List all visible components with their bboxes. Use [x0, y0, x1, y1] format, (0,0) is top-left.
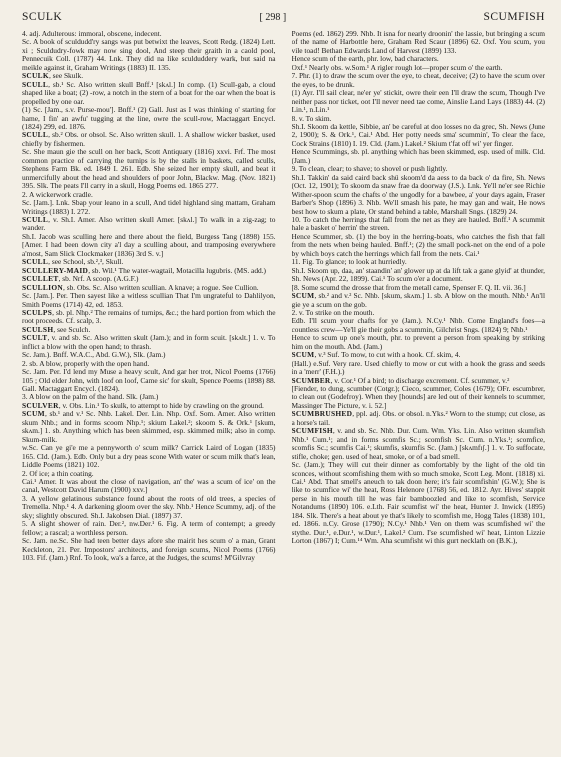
dictionary-paragraph: 8. v. To skim.	[291, 113, 332, 123]
dictionary-paragraph: Sc. Jam.). Bnff. W.A.C., Abd. G.W.), Slk. (Jam.)	[22, 350, 166, 360]
dictionary-paragraph: Sc. (Jam.); They will cut their dinner as comfortably by the light of the old tin sconces, without scomfishing them with so much smoke, Scott Leg. Mont. (1818) xi. Cai.¹ Abd. That smell's aneuch to tak doon here; it's fair scomfishin' (G.W.); She is like to scumfice wi' the heat, Ross Helenore (1768) 56, ed. 1812. Ayr. Hives' stappit perse in his mouth till he was fair bamboozled and like to scomfish, Service Notandums (1890) 106. e.Lth. Fair scumfist wi' the heat, Hunter J. Inwick (1895) 184. Slk. There's a heat about ye that's likely to scomfish me, Hogg Tales (1838) 101, ed. 1866. n.Cy. Grose (1790); N.Cy.¹ Nhb.¹ Ven on them was scumfished wi' the stythe. Dur.¹, e.Dur.¹, w.Dur.¹, Lakel.² Cum. I'se scumfished wi' heat, Linton Lizzie Lorton (1867) I; Cum.¹⁴ Wm. Aha scumfisht wi this gurt necklath on (B.K.),	[291, 460, 545, 546]
dictionary-paragraph: Sh.I. Jacob was sculling here and there about the field, Burgess Tang (1898) 155. [Amer. I had been down city a'l day a sculling about, and tramposing everywhere a'most, Sam Slick Clockmaker (1836) 3rd S. v.]	[22, 231, 276, 258]
dictionary-paragraph: 5. A slight shower of rain. Der.², nw.Der.¹ 6. Fig. A term of contempt; a greedy fellow; a rascal; a worthless person.	[22, 519, 276, 537]
dictionary-paragraph: Sh.I. Takkin' da said caird back shü skoom'd da aess to da back o' da fire, Sh. News (Oct. 12, 1901); To skoom da snaw frae da doorway (J.S.). Lnk. Ye'll ne'er see Richie Wither-spoon scum the chafts o' the ungodly for a bawbee, a' your days again, Fraser Barber's Shop (1896) 3. Nhb. We'll smash his pate, he may gan and wait, He nows best how to skum a plate, Or stand behind a table, Marshall Sngs. (1829) 24.	[291, 172, 545, 216]
dictionary-paragraph: (1) Ayr. I'll sail clear, ne'er ye' stickit, owre their een I'll draw the scum, Though I've neither pass nor ticket, oot I'll never need tae come, Ainslie Land Lays (1883) 44. (2) Lin.¹, n.Lin.¹	[291, 88, 545, 115]
page-number: [ 298 ]	[259, 12, 287, 23]
dictionary-paragraph: Sh.I. Skoom up, daa, an' staandin' an' glower up at da lift tak a gane glyid' at thunder, Sh. News (Apr. 22, 1899). Cai.¹ To scum o'er a document.	[291, 265, 545, 284]
dictionary-paragraph: SCULL, sb.¹ Sc. Also written skull Bnff.¹ [skʌl.] In comp. (1) Scull-gab, a cloud shaped like a boat; (2) -row, a notch in the stern of a boat for the oar when the boat is propelled by one oar.	[22, 79, 276, 106]
dictionary-paragraph: Sc. She maun gie the scull on her back, Scott Antiquary (1816) xxvi. Frf. The most common practice of carrying the turnips is by the stalls in baskets, called sculls, Stephens Farm Bk. ed. 1849 I. 261. Edb. She seized her empty skull, and beat it unmercifully about the head and shoulders of poor John, Blackw. Mag. (Nov. 1821) 395. Slk. The peats I'll carry in a skull, Hogg Poems ed. 1865 277.	[22, 147, 276, 191]
header-right-word: SCUMFISH	[483, 11, 545, 23]
dictionary-paragraph: 2. Of ice; a thin coating.	[22, 468, 94, 478]
dictionary-paragraph: 3. A blow on the palm of the hand. Slk. (Jam.)	[22, 392, 159, 402]
dictionary-paragraph: Sc. [Jam.]. Per. Then sayest like a witless scullian That I'm ungrateful to Dahlilyon, Smith Poems (1714) 42, ed. 1853.	[22, 291, 276, 309]
dictionary-paragraph: (1) Sc. [Jam., s.v. Purse-mou']. Bnff.¹ (2) Gall. Just as I was thinking o' starting for hame, I fin' an awfu' tugging at the line, owre the scull-row, Mactaggart Encycl. (1824) 299, ed. 1876.	[22, 105, 276, 131]
dictionary-paragraph: Hence Scummer, sb. (1) the boy in the herring-boats, who catches the fish that fall from the nets when being hauled. Bnff.¹; (2) the small pock-net on the end of a pole by which boys catch the herrings which fall from the nets. Cai.¹	[291, 231, 545, 258]
dictionary-paragraph: 7. Phr. (1) to draw the scum over the eye, to cheat, deceive; (2) to have the scum over the eyes, to be drunk.	[291, 71, 545, 89]
dictionary-paragraph: Sc. Jam. ne.Sc. She had teen better days afore she mairit hes scum o' a man, Grant Keckleton, 21. Per. Impostors' architects, and foreign scums, Nicol Poems (1766) 103. Fif. (Jam.) Rnf. To look, wa's a farce, at the Judges, the scums! M'Gilvray	[22, 536, 276, 563]
dictionary-paragraph: Sc. A book of sculdudd'ry sangs was put betwixt the leaves, Scott Redg. (1824) Lett. xi ; Sculdudry-fowk may now sing dool, And steep their graith in a caold pool, Pennecuik Coll. (1787) 44. Lnk. They did na like sculduddery wark, but said na meikle against it, Graham Writings (1883) II. 135.	[22, 37, 276, 72]
dictionary-paragraph: SCUMFISH, v. and sb. Sc. Nhb. Dur. Cum. Wm. Yks. Lin. Also written skumfish Nhb.¹ Cum.¹; and in forms scomfis Sc.; scomfish Sc. Cum. n.Yks.¹; scomfice, scomfis Sc.; scumfis Cai.¹; skumfis, skumfis Sc. (Jam.) [skʌmfɪʃ.] 1. v. To suffocate, stifle, choke; gen. used of heat, smoke, or of a bad smell.	[291, 426, 545, 461]
dictionary-paragraph: SCULPS, sb. pl. Nhp.² The remains of turnips, &c.; the hard portion from which the root proceeds. Cf. scalp, 3.	[22, 307, 276, 326]
dictionary-paragraph: 11. Fig. To glance; to look at hurriedly.	[291, 257, 407, 267]
dictionary-paragraph: SCULLET, sb. Nrf. A scoop. (A.G.F.)	[22, 274, 139, 284]
dictionary-paragraph: Hence to scum up one's mouth, phr. to prevent a person from speaking by striking him on the mouth. Abd. (Jam.)	[291, 333, 545, 351]
dictionary-paragraph: SCUMBRUSHED, ppl. adj. Obs. or obsol. n.Yks.² Worn to the stump; cut close, as a horse's tail.	[291, 409, 545, 427]
dictionary-paragraph: Hence Scummings, sb. pl. anything which has been skimmed, esp. used of milk. Cld. (Jam.)	[291, 147, 545, 165]
dictionary-paragraph: Edb. I'll scum your chafts for ye (Jam.). N.Cy.¹ Nhb. Come England's foes—a countless crew—Ye'll gie their gobs a scummin, Gilchrist Sngs. (1824) 9; Nhb.¹	[291, 316, 545, 334]
dictionary-paragraph: SCULL, sb.² Obs. or obsol. Sc. Also written skull. 1. A shallow wicker basket, used chiefly by fishermen.	[22, 130, 276, 148]
dictionary-paragraph: SCULVER, v. Obs. Lin.¹ To skulk, to attempt to hide by crawling on the ground.	[22, 400, 264, 410]
dictionary-paragraph: 2. A wickerwork cradle.	[22, 189, 93, 199]
dictionary-paragraph: 2. sb. A blow, properly with the open hand.	[22, 358, 150, 368]
dictionary-paragraph: 9. To clean, clear; to shave; to shovel or push lightly.	[291, 164, 448, 174]
dictionary-paragraph: SCUM, v.³ Suf. To mow, to cut with a hook. Cf. skim, 4.	[291, 350, 461, 360]
dictionary-paragraph: 4. adj. Adulterous: immoral, obscene, indecent.	[22, 30, 162, 38]
dictionary-paragraph: w.Sc. Can ye gi'e me a pennyworth o' scum milk? Carrick Laird of Logan (1835) 165. Cld. (Jam.). Edb. Only but a dry peas scone With water or scum milk that's lean, Liddle Poems (1821) 102.	[22, 443, 276, 470]
dictionary-paragraph: [8. Some scumd the drosse that from the metall came, Spenser F. Q. II. vii. 36.]	[291, 282, 526, 292]
dictionary-paragraph: SCUM, sb.² and v.² Sc. Nhb. [skum, skʌm.] 1. sb. A blow on the mouth. Nhb.¹ An'll gie ye a scum on the gob.	[291, 291, 545, 309]
right-column	[292, 30, 546, 753]
dictionary-paragraph: Cai.¹ Amer. It was about the close of navigation, an' the' was a scum of ice' on the canal, Westcott David Harum (1900) xxv.]	[22, 477, 276, 495]
dictionary-paragraph: SCULL, v. Sh.I. Amer. Also written skull Amer. [skʌl.] To walk in a zig-zag; to wander.	[22, 214, 276, 233]
dictionary-paragraph: Oxf.¹ Nearly obs. w.Som.¹ A rigler rough lot—proper scum o' the earth.	[291, 62, 503, 72]
dictionary-paragraph: SCULLION, sb. Obs. Sc. Also written scullian. A knave; a rogue. See Cullion.	[22, 282, 259, 292]
dictionary-paragraph: Sc. Jam. Per. I'd lend my Muse a heavy scult, And gar her trot, Nicol Poems (1766) 105 ; Old elder John, with loof on loof, Came sic' for skult, Spence Poems (1898) 88. Gall. Mactaggart Encycl. (1824).	[22, 367, 276, 394]
text-columns	[22, 30, 545, 753]
dictionary-paragraph: SCULL, see School, sb.²,³, Skull.	[22, 257, 124, 267]
header-left-word: SCULK	[22, 11, 63, 23]
dictionary-paragraph: SCULSH, see Sculch.	[22, 324, 91, 334]
dictionary-paragraph: Sh.I. Skoom da kettle, Sibbie, an' be careful at doo losses no da grec, Sh. News (June 2, 1900); S. & Ork.¹, Cai.¹ Abd. Her potty needs sma' scummin', To clear the face, Cock Strains (1810) I. 19. Cld. (Jam.) Lakel.² Skium t'fat off wi' yer finger.	[291, 121, 545, 148]
dictionary-paragraph: 3. A yellow gelatinous substance found about the roots of old trees, a species of Tremella. Nhp.¹ 4. A darkening gloom over the sky. Nhb.¹ Hence Scummy, adj. of the sky; slightly obscured. Sh.I. Jakobsen Dial. (1897) 37.	[22, 493, 276, 520]
dictionary-paragraph: SCULK, see Skulk.	[22, 71, 84, 81]
dictionary-paragraph: SCULLERY-MAID, sb. Wil.¹ The water-wagtail, Motacilla lugubris. (MS. add.)	[22, 265, 267, 275]
dictionary-paragraph: SCUMBER, v. Cor.¹ Of a bird; to discharge excrement. Cf. scummer, v.²	[291, 375, 510, 385]
left-column	[22, 30, 276, 753]
dictionary-paragraph: 2. v. To strike on the mouth.	[291, 307, 375, 317]
dictionary-paragraph: 10. To catch the herrings that fall from the net as they are hauled. Bnff.¹ A scummit hale a basket o' herrin' the streen.	[291, 214, 545, 233]
dictionary-paragraph: Sc. [Jam.]. Lnk. Sbap your leano in a scull, And tidel highland sing mattam, Graham Writings (1883) I. 272.	[22, 198, 276, 216]
running-header	[22, 11, 545, 27]
dictionary-paragraph: SCULT, v. and sb. Sc. Also written skult (Jam.); and in form scuit. [skʌlt.] 1. v. To inflict a blow with the open hand; to thrash.	[22, 333, 276, 351]
dictionary-paragraph: Hence scum of the earth, phr. low, bad characters.	[291, 54, 439, 64]
dictionary-paragraph: (Hall.) e.Suf. Very rare. Used chiefly to mow or cut with a hook the grass and seeds in a 'merr' (F.H.).)	[291, 358, 545, 377]
dictionary-paragraph: SCUM, sb.¹ and v.¹ Sc. Nhb. Lakel. Der. Lin. Nhp. Oxf. Som. Amer. Also written skum Nhb.; and in forms scoom Nhp.¹; skium Lakel.²; skoom S. & Ork.¹ [skum, skʌm.] 1. sb. Anything which has been skimmed, esp. skimmed milk; also in comp. Skum-milk.	[22, 409, 276, 444]
dictionary-paragraph: Poems (ed. 1862) 299. Nhb. It isna for nearly droonin' the lassie, but bringing a scum of the name of Harbottle here, Graham Red Scaur (1896) 62. Oxf. You scum, you vile toad! Bethan Edwards Land of Harvest (1899) 133.	[291, 30, 545, 55]
dictionary-paragraph: [Fiender, to dung, scumber (Cotgr.); Cieco, scummer, Coles (1679); OFr. escumbrer, to clean out (Godefroy). When they [hounds] are led out of their kennels to scummer, Massinger The Picture, v. i. 52.]	[291, 384, 545, 410]
